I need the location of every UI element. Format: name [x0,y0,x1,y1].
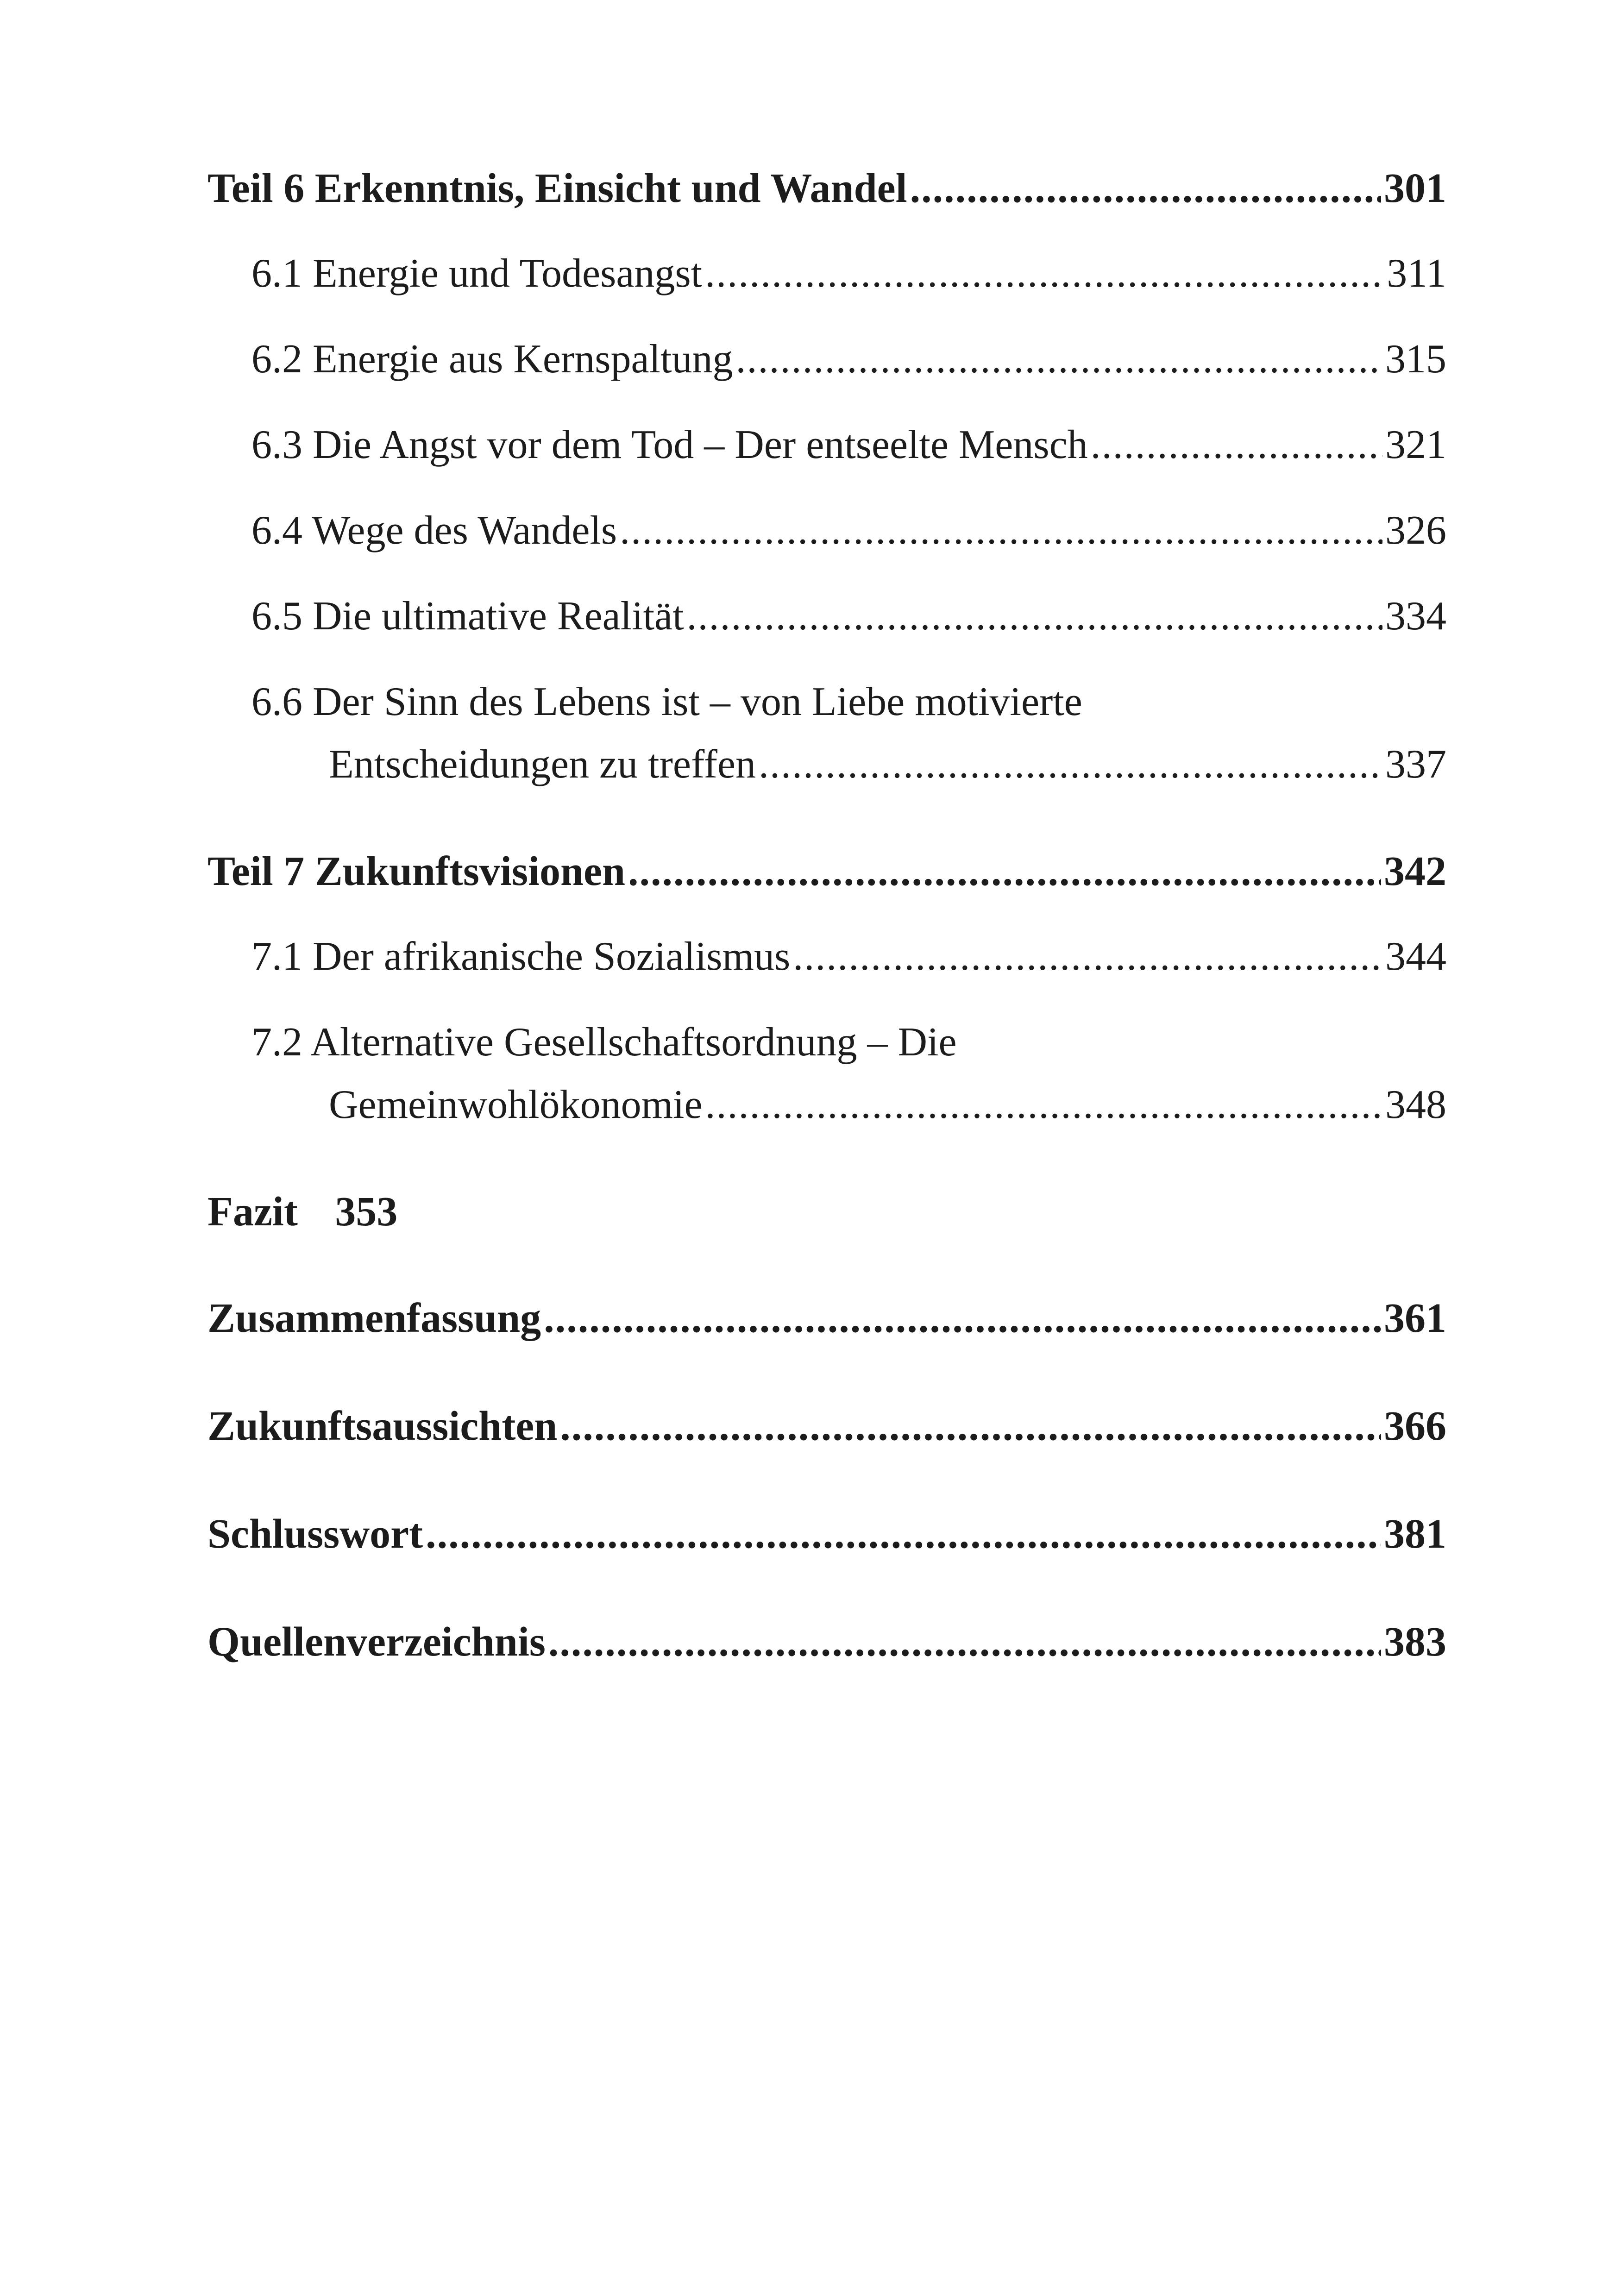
toc-entry-6-4[interactable] [251,507,1446,554]
toc-entry-fazit[interactable] [207,1188,397,1236]
toc-entry-page: 342 [1384,848,1446,894]
toc-entry-title: Fazit [207,1189,298,1235]
toc-entry-6-1[interactable] [251,250,1446,297]
toc-entry-zukunftsaussichten[interactable] [207,1402,1446,1450]
dot-leader [793,933,1382,980]
toc-entry-title: 6.2 Energie aus Kernspaltung [251,337,733,382]
toc-entry-page: 361 [1384,1295,1446,1341]
toc-entry-6-5[interactable] [251,593,1446,640]
toc-entry-page: 315 [1385,337,1446,382]
toc-entry-6-3[interactable] [251,421,1446,468]
toc-entry-title: 6.1 Energie und Todesangst [251,251,703,296]
toc-entry-page: 326 [1385,508,1446,553]
toc-entry-title: Teil 7 Zukunftsvisionen [207,848,626,894]
dot-leader [1091,421,1382,468]
toc-entry-page: 321 [1385,422,1446,467]
toc-entry-part-6[interactable] [207,164,1446,212]
dot-leader [620,507,1382,554]
toc-entry-title: 7.1 Der afrikanische Sozialismus [251,934,791,979]
toc-entry-zusammenfassung[interactable] [207,1294,1446,1342]
toc-entry-title: Quellenverzeichnis [207,1619,546,1665]
toc-entry-page: 381 [1384,1511,1446,1557]
dot-leader [910,164,1381,212]
toc-entry-page: 344 [1385,934,1446,979]
toc-entry-page: 366 [1384,1403,1446,1449]
dot-leader [628,847,1381,895]
toc-entry-quellenverzeichnis[interactable] [207,1618,1446,1666]
toc-entry-page: 311 [1387,251,1446,296]
toc-entry-title: Zukunftsaussichten [207,1403,558,1449]
dot-leader [735,336,1382,383]
toc-entry-page: 337 [1385,742,1446,787]
toc-entry-title: Gemeinwohlökonomie [329,1082,703,1127]
toc-entry-page: 301 [1384,165,1446,211]
toc-entry-6-6-first-line[interactable] [251,678,1082,725]
toc-entry-title: 6.4 Wege des Wandels [251,508,617,553]
toc-entry-page: 334 [1385,594,1446,639]
dot-leader [705,250,1384,297]
toc-entry-7-1[interactable] [251,933,1446,980]
toc-entry-part-7[interactable] [207,847,1446,895]
toc-entry-7-2-first-line[interactable] [251,1019,957,1066]
toc-entry-title: Schlusswort [207,1511,423,1557]
toc-entry-title: 6.3 Die Angst vor dem Tod – Der entseelte Mensch [251,422,1088,467]
toc-entry-7-2[interactable] [329,1081,1446,1128]
toc-entry-title: 7.2 Alternative Gesellschaftsordnung – Die [251,1020,957,1065]
dot-leader [544,1294,1381,1342]
toc-entry-6-2[interactable] [251,336,1446,383]
dot-leader [560,1402,1381,1450]
toc-entry-page: 353 [335,1189,398,1235]
toc-entry-title: Teil 6 Erkenntnis, Einsicht und Wandel [207,165,907,211]
dot-leader [687,593,1382,640]
toc-entry-title: Zusammenfassung [207,1295,541,1341]
dot-leader [548,1618,1381,1666]
dot-leader [759,741,1382,788]
dot-leader [705,1081,1382,1128]
toc-entry-title: 6.5 Die ultimative Realität [251,594,684,639]
dot-leader [426,1510,1381,1558]
toc-entry-title: Entscheidungen zu treffen [329,742,756,787]
toc-entry-6-6[interactable] [329,741,1446,788]
toc-entry-page: 348 [1385,1082,1446,1127]
toc-entry-schlusswort[interactable] [207,1510,1446,1558]
toc-entry-title: 6.6 Der Sinn des Lebens ist – von Liebe motivierte [251,679,1082,724]
toc-entry-page: 383 [1384,1619,1446,1665]
